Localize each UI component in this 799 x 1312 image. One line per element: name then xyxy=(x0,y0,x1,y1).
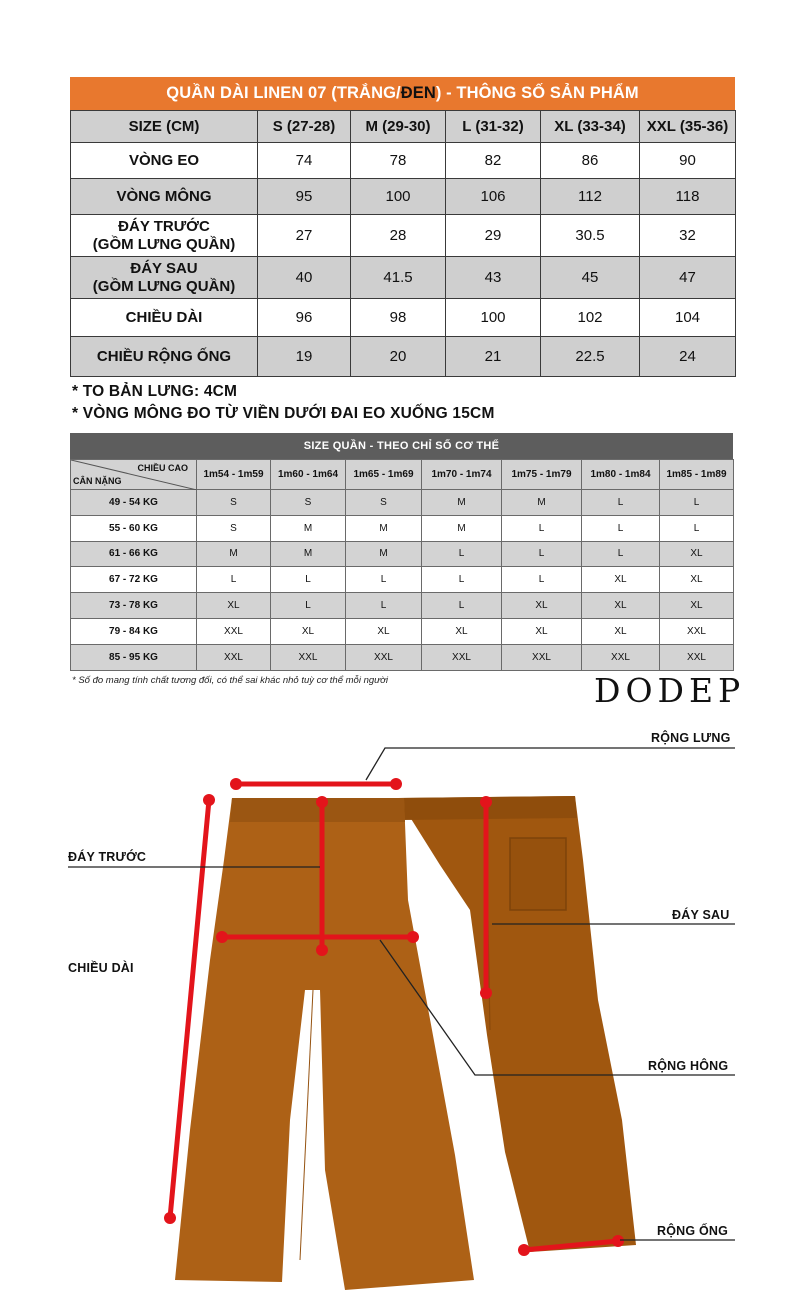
spec-value-cell: 118 xyxy=(640,179,736,215)
spec-value-cell: 40 xyxy=(258,257,351,299)
spec-value-cell: 22.5 xyxy=(541,337,640,377)
size-cell: L xyxy=(582,541,660,567)
size-cell: XL xyxy=(422,618,502,644)
spec-value-cell: 43 xyxy=(446,257,541,299)
spec-row-label-line: VÒNG EO xyxy=(128,151,199,169)
spec-row xyxy=(71,299,736,337)
spec-row-label xyxy=(71,143,258,179)
size-cell: S xyxy=(197,490,271,516)
size-row xyxy=(71,644,734,670)
spec-col-header: L (31-32) xyxy=(446,111,541,143)
size-cell: L xyxy=(502,567,582,593)
note-waistband: * TO BẢN LƯNG: 4CM xyxy=(72,383,238,400)
size-cell: XXL xyxy=(502,644,582,670)
spec-value-cell: 24 xyxy=(640,337,736,377)
spec-value-cell: 32 xyxy=(640,215,736,257)
spec-value-cell: 98 xyxy=(351,299,446,337)
spec-col-header: S (27-28) xyxy=(258,111,351,143)
spec-col-header: XL (33-34) xyxy=(541,111,640,143)
size-cell: L xyxy=(660,490,734,516)
size-cell: XXL xyxy=(582,644,660,670)
spec-row-label xyxy=(71,299,258,337)
size-cell: XL xyxy=(346,618,422,644)
spec-row xyxy=(71,215,736,257)
label-back-rise: ĐÁY SAU xyxy=(672,908,730,922)
pants-illustration xyxy=(0,700,799,1312)
spec-row-label xyxy=(71,337,258,377)
size-cell: M xyxy=(422,515,502,541)
size-cell: L xyxy=(582,490,660,516)
spec-col-header: XXL (35-36) xyxy=(640,111,736,143)
spec-value-cell: 78 xyxy=(351,143,446,179)
spec-row xyxy=(71,257,736,299)
size-row xyxy=(71,541,734,567)
spec-value-cell: 96 xyxy=(258,299,351,337)
spec-title-accent: ĐEN xyxy=(400,84,436,102)
spec-value-cell: 30.5 xyxy=(541,215,640,257)
spec-value-cell: 27 xyxy=(258,215,351,257)
spec-value-cell: 41.5 xyxy=(351,257,446,299)
spec-row-label-line: VÒNG MÔNG xyxy=(116,187,212,205)
spec-value-cell: 45 xyxy=(541,257,640,299)
spec-value-cell: 82 xyxy=(446,143,541,179)
size-cell: L xyxy=(197,567,271,593)
spec-row-label-line: CHIỀU RỘNG ỐNG xyxy=(96,347,232,365)
spec-row xyxy=(71,179,736,215)
size-cell: S xyxy=(271,490,346,516)
label-leg-opening: RỘNG ỐNG xyxy=(657,1224,729,1238)
spec-corner-header: SIZE (CM) xyxy=(71,111,258,143)
spec-value-cell: 112 xyxy=(541,179,640,215)
note-hip: * VÒNG MÔNG ĐO TỪ VIỀN DƯỚI ĐAI EO XUỐNG 15CM xyxy=(72,405,495,422)
size-row xyxy=(71,593,734,619)
size-cell: XL xyxy=(660,593,734,619)
label-waist-width: RỘNG LƯNG xyxy=(651,731,731,745)
spec-value-cell: 20 xyxy=(351,337,446,377)
size-cell: XL xyxy=(197,593,271,619)
size-cell: L xyxy=(582,515,660,541)
spec-col-header: M (29-30) xyxy=(351,111,446,143)
size-corner-cell xyxy=(71,460,197,490)
size-cell: XL xyxy=(271,618,346,644)
spec-value-cell: 86 xyxy=(541,143,640,179)
label-length: CHIỀU DÀI xyxy=(68,961,134,975)
size-cell: XXL xyxy=(422,644,502,670)
spec-value-cell: 21 xyxy=(446,337,541,377)
size-cell: L xyxy=(271,593,346,619)
size-cell: XL xyxy=(660,541,734,567)
spec-row xyxy=(71,143,736,179)
height-col-header: 1m60 - 1m64 xyxy=(271,460,346,490)
size-cell: S xyxy=(197,515,271,541)
weight-row-label: 49 - 54 KG xyxy=(71,490,197,516)
size-cell: XXL xyxy=(346,644,422,670)
brand-logo: DODEP xyxy=(594,671,746,710)
height-col-header: 1m80 - 1m84 xyxy=(582,460,660,490)
spec-value-cell: 102 xyxy=(541,299,640,337)
height-col-header: 1m54 - 1m59 xyxy=(197,460,271,490)
spec-title-suffix: ) - THÔNG SỐ SẢN PHẨM xyxy=(435,84,639,102)
weight-row-label: 85 - 95 KG xyxy=(71,644,197,670)
size-cell: L xyxy=(502,541,582,567)
size-row xyxy=(71,567,734,593)
disclaimer-note: * Số đo mang tính chất tương đối, có thể sai khác nhỏ tuỳ cơ thể mỗi người xyxy=(72,675,389,686)
spec-row-label-line: CHIỀU DÀI xyxy=(125,308,203,326)
size-cell: L xyxy=(346,567,422,593)
size-cell: XXL xyxy=(271,644,346,670)
size-cell: L xyxy=(271,567,346,593)
weight-row-label: 67 - 72 KG xyxy=(71,567,197,593)
size-row xyxy=(71,618,734,644)
weight-row-label: 73 - 78 KG xyxy=(71,593,197,619)
height-col-header: 1m75 - 1m79 xyxy=(502,460,582,490)
size-cell: M xyxy=(346,515,422,541)
spec-row-label-line: ĐÁY SAU xyxy=(130,260,198,278)
spec-value-cell: 95 xyxy=(258,179,351,215)
spec-value-cell: 100 xyxy=(351,179,446,215)
size-cell: M xyxy=(502,490,582,516)
size-cell: L xyxy=(422,593,502,619)
spec-value-cell: 74 xyxy=(258,143,351,179)
spec-row-label-line: ĐÁY TRƯỚC xyxy=(118,218,210,236)
size-cell: XXL xyxy=(197,644,271,670)
weight-row-label: 61 - 66 KG xyxy=(71,541,197,567)
spec-row-label xyxy=(71,179,258,215)
spec-table-title xyxy=(70,77,735,110)
height-col-header: 1m65 - 1m69 xyxy=(346,460,422,490)
corner-weight-label: CÂN NẶNG xyxy=(73,476,122,486)
measurement-diagram xyxy=(0,700,799,1312)
spec-row-label xyxy=(71,215,258,257)
spec-row xyxy=(71,337,736,377)
spec-value-cell: 19 xyxy=(258,337,351,377)
spec-value-cell: 28 xyxy=(351,215,446,257)
spec-row-label-line: (GỒM LƯNG QUẦN) xyxy=(92,277,236,295)
label-hip-width: RỘNG HÔNG xyxy=(648,1059,729,1073)
size-cell: L xyxy=(502,515,582,541)
size-cell: XL xyxy=(582,593,660,619)
size-cell: S xyxy=(346,490,422,516)
spec-value-cell: 104 xyxy=(640,299,736,337)
size-table xyxy=(70,459,734,671)
size-cell: L xyxy=(660,515,734,541)
size-cell: XL xyxy=(502,593,582,619)
size-table-title: SIZE QUẦN - THEO CHỈ SỐ CƠ THỂ xyxy=(70,433,733,459)
size-row xyxy=(71,515,734,541)
size-cell: XL xyxy=(660,567,734,593)
size-cell: M xyxy=(422,490,502,516)
spec-value-cell: 29 xyxy=(446,215,541,257)
size-cell: XL xyxy=(582,618,660,644)
size-cell: M xyxy=(197,541,271,567)
size-row xyxy=(71,490,734,516)
weight-row-label: 79 - 84 KG xyxy=(71,618,197,644)
size-cell: XXL xyxy=(660,618,734,644)
spec-title-prefix: QUẦN DÀI LINEN 07 (TRẮNG/ xyxy=(166,84,401,102)
spec-value-cell: 106 xyxy=(446,179,541,215)
size-cell: XXL xyxy=(660,644,734,670)
label-front-rise: ĐÁY TRƯỚC xyxy=(68,850,147,864)
size-cell: L xyxy=(422,541,502,567)
size-cell: XXL xyxy=(197,618,271,644)
spec-value-cell: 100 xyxy=(446,299,541,337)
size-cell: L xyxy=(346,593,422,619)
size-cell: XL xyxy=(502,618,582,644)
spec-value-cell: 47 xyxy=(640,257,736,299)
size-cell: M xyxy=(346,541,422,567)
height-col-header: 1m85 - 1m89 xyxy=(660,460,734,490)
size-cell: XL xyxy=(582,567,660,593)
size-cell: L xyxy=(422,567,502,593)
spec-table xyxy=(70,110,736,377)
size-cell: M xyxy=(271,515,346,541)
spec-value-cell: 90 xyxy=(640,143,736,179)
weight-row-label: 55 - 60 KG xyxy=(71,515,197,541)
height-col-header: 1m70 - 1m74 xyxy=(422,460,502,490)
spec-row-label xyxy=(71,257,258,299)
size-cell: M xyxy=(271,541,346,567)
spec-row-label-line: (GỒM LƯNG QUẦN) xyxy=(92,235,236,253)
corner-height-label: CHIỀU CAO xyxy=(137,463,188,473)
